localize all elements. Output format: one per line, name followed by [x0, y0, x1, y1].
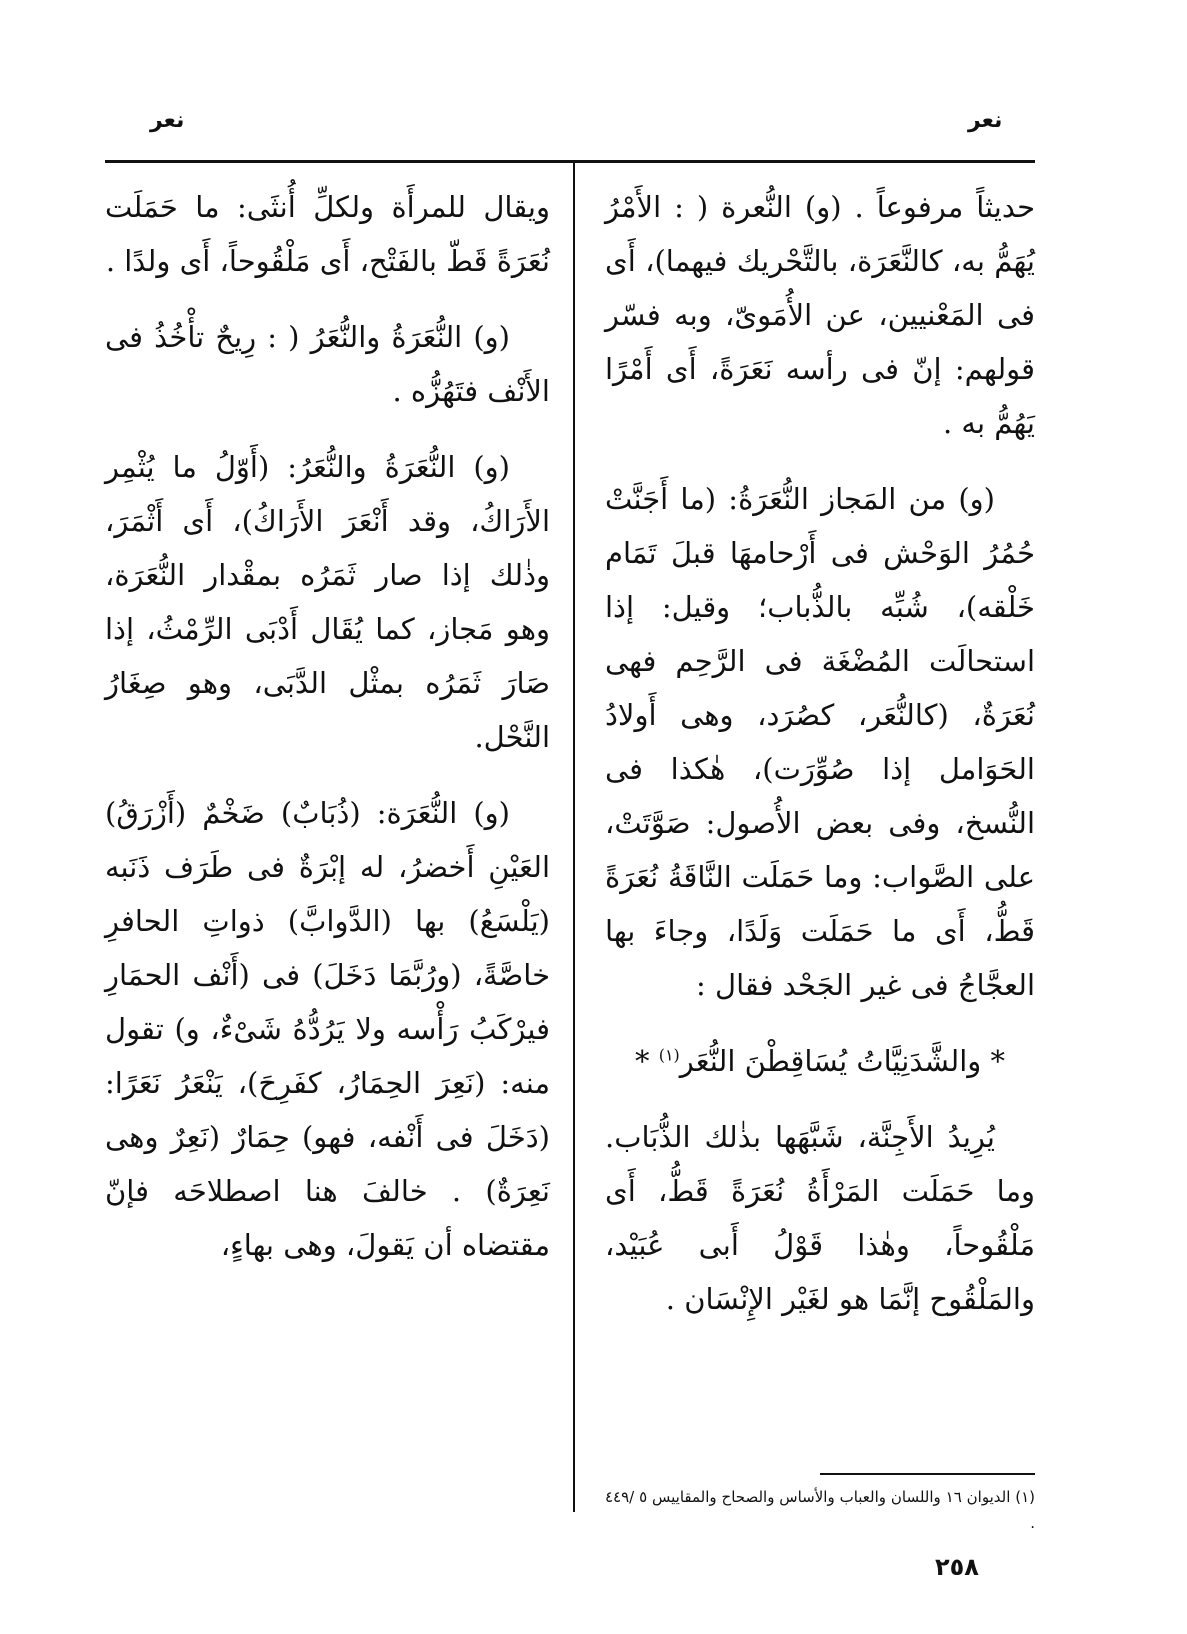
page-number: ٢٥٨ [935, 1553, 979, 1581]
verse-text: * والشَّدَنِيَّاتُ يُسَاقِطْنَ النُّعَر [679, 1044, 1006, 1078]
right-column [605, 180, 1035, 1348]
paragraph: (و) النُّعَرَةُ والنُّعَرُ: (أَوّلُ ما يُثْمِر الأَرَاكُ، وقد أَنْعَرَ الأَرَاكُ)، أَى أَثْمَرَ، وذٰلك إذا صار ثَمَرُه بمقْدار النُّعَرَة، وهو مَجاز، كما يُقَال أَدْبَى الرِّمْثُ، إذا صَارَ ثَمَرُه بمثْل الدَّبَى، وهو صِغَارُ النَّحْل. [105, 450, 550, 754]
paragraph: (و) النُّعَرَة: (ذُبَابٌ) ضَخْمٌ (أَزْرَقُ) العَيْنِ أَخضرُ، له إبْرَةٌ فى طَرَف ذَنَبه (يَلْسَعُ) بها (الدَّوابَّ) ذواتِ الحافرِ خاصَّةً، (ورُبَّمَا دَخَلَ) فى (أَنْف الحمَارِ فيرْكَبُ رَأْسه ولا يَرُدُّهُ شَىْءٌ، و) تقول منه: (نَعِرَ الحِمَارُ، كفَرِحَ)، يَنْعَرُ نَعَرًا: (دَخَلَ فى أَنْفه، فهو) حِمَارٌ (نَعِرٌ وهى نَعِرَةٌ) . خالفَ هنا اصطلاحَه فإنّ مقتضاه أن يَقولَ، وهى بهاءٍ، [105, 796, 550, 1262]
running-header-right: نعر [968, 108, 1003, 133]
verse-line [605, 1034, 1035, 1088]
paragraph: حديثاً مرفوعاً . (و) النُّعرة ( : الأَمْرُ يُهَمُّ به، كالنَّعَرَة، بالتَّحْريك فيهما)، أَى فى المَعْنيين، عن الأُمَوىّ، وبه فسّر قولهم: إنّ فى رأسه نَعَرَةً، أَى أَمْرًا يَهُمُّ به . [605, 190, 1035, 440]
paragraph: ويقال للمرأَة ولكلِّ أُنثَى: ما حَمَلَت نُعَرَةً قَطّ بالفَتْح، أَى مَلْقُوحاً، أَى ولدًا . [105, 190, 550, 278]
footnote-marker: (١) [658, 1045, 680, 1065]
footnote: (١) الديوان ١٦ واللسان والعباب والأساس والصحاح والمقاييس ٥ /٤٤٩ . [605, 1488, 1035, 1532]
running-header-left: نعر [150, 108, 185, 133]
paragraph: (و) النُّعَرَةُ والنُّعَرُ ( : رِيحٌ تأْخُذُ فى الأَنْف فتَهُزُّه . [105, 320, 550, 408]
verse-end: * [634, 1044, 650, 1078]
column-divider [573, 162, 575, 1512]
footnote-rule [820, 1473, 1035, 1475]
left-column [105, 180, 550, 1294]
header-rule [105, 160, 1035, 163]
paragraph: يُرِيدُ الأَجِنَّة، شَبَّهَها بذٰلك الذُّبَاب. وما حَمَلَت المَرْأَةُ نُعَرَةً قَطُّ، أَى مَلْقُوحاً، وهٰذا قَوْلُ أَبى عُبَيْد، والمَلْقُوح إنَّمَا هو لغَيْر الإِنْسَان . [605, 1120, 1035, 1316]
paragraph: (و) من المَجاز النُّعَرَةُ: (ما أَجَنَّتْ حُمُرُ الوَحْش فى أَرْحامهَا قبلَ تَمَام خَلْقه)، شُبِّه بالذُّباب؛ وقيل: إذا استحالَت المُضْغَة فى الرَّحِم فهى نُعَرَةٌ، (كالنُّعَر، كصُرَد، وهى أَولادُ الحَوَامل إذا صُوِّرَت)، هٰكذا فى النُّسخ، وفى بعض الأُصول: صَوَّتَتْ، على الصَّواب: وما حَمَلَت النَّاقَةُ نُعَرَةً قَطُّ، أَى ما حَمَلَت وَلَدًا، وجاءَ بها العجَّاجُ فى غير الجَحْد فقال : [605, 482, 1035, 1002]
